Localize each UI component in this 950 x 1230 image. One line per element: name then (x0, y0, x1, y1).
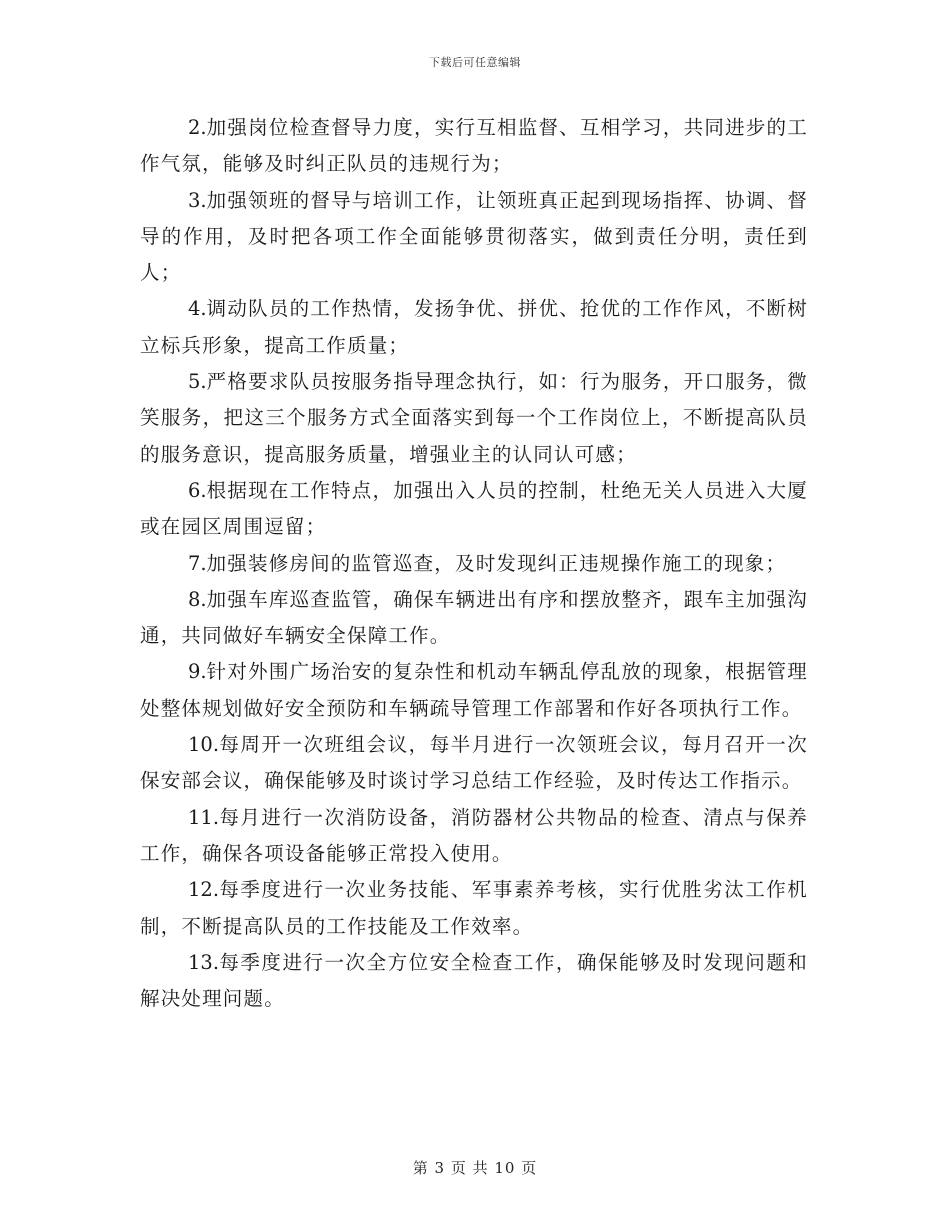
item-number: 6. (188, 478, 207, 502)
item-number: 2. (188, 116, 207, 139)
paragraph-item-2 (140, 110, 808, 183)
item-text: 加强装修房间的监管巡查，及时发现纠正违规操作施工的现象； (206, 551, 787, 575)
paragraph-item-8 (140, 582, 808, 655)
total-pages-number: 10 (494, 1159, 516, 1177)
item-text: 针对外围广场治安的复杂性和机动车辆乱停乱放的现象，根据管理处整体规划做好安全预防和车辆疏导管理工作部署和作好各项执行工作。 (140, 660, 808, 720)
item-number: 5. (188, 370, 207, 394)
paragraph-item-13 (140, 945, 808, 1018)
item-number: 4. (188, 297, 207, 321)
item-number: 7. (188, 551, 207, 575)
item-text: 根据现在工作特点，加强出入人员的控制，杜绝无关人员进入大厦或在园区周围逗留； (140, 478, 808, 539)
item-text: 调动队员的工作热情，发扬争优、拼优、抢优的工作作风，不断树立标兵形象，提高工作质量； (140, 297, 808, 357)
paragraph-item-6 (140, 473, 808, 546)
document-body (140, 110, 808, 1017)
item-number: 12. (188, 878, 220, 902)
item-number: 9. (188, 660, 207, 684)
current-page-number: 3 (434, 1159, 446, 1177)
item-text: 每周开一次班组会议，每半月进行一次领班会议，每月召开一次保安部会议，确保能够及时谈讨学习总结工作经验，及时传达工作指示。 (140, 733, 808, 793)
paragraph-item-7 (140, 546, 808, 582)
paragraph-item-11 (140, 800, 808, 873)
item-number: 3. (188, 188, 207, 212)
item-text: 加强车库巡查监管，确保车辆进出有序和摆放整齐，跟车主加强沟通，共同做好车辆安全保障工作。 (140, 587, 808, 648)
footer-suffix: 页 (521, 1159, 538, 1177)
page-header-note: 下载后可任意编辑 (429, 56, 521, 69)
page-footer (0, 1157, 950, 1178)
paragraph-item-4 (140, 291, 808, 364)
item-text: 加强岗位检查督导力度，实行互相监督、互相学习，共同进步的工作气氛，能够及时纠正队员的违规行为； (140, 116, 808, 176)
item-number: 11. (188, 805, 220, 829)
footer-middle: 页 共 (450, 1159, 489, 1177)
item-text: 加强领班的督导与培训工作，让领班真正起到现场指挥、协调、督导的作用，及时把各项工作全面能够贯彻落实，做到责任分明，责任到人； (140, 188, 808, 285)
paragraph-item-9 (140, 654, 808, 727)
paragraph-item-12 (140, 872, 808, 945)
item-text: 严格要求队员按服务指导理念执行，如：行为服务，开口服务，微笑服务，把这三个服务方式全面落实到每一个工作岗位上，不断提高队员的服务意识，提高服务质量，增强业主的认同认可感； (140, 370, 808, 466)
footer-prefix: 第 (412, 1159, 429, 1177)
item-number: 10. (188, 733, 220, 757)
item-number: 8. (188, 587, 207, 611)
item-text: 每月进行一次消防设备，消防器材公共物品的检查、清点与保养工作，确保各项设备能够正常投入使用。 (140, 805, 808, 865)
paragraph-item-5 (140, 364, 808, 473)
paragraph-item-10 (140, 727, 808, 800)
item-text: 每季度进行一次业务技能、军事素养考核，实行优胜劣汰工作机制，不断提高队员的工作技能及工作效率。 (140, 878, 808, 938)
item-text: 每季度进行一次全方位安全检查工作，确保能够及时发现问题和解决处理问题。 (140, 950, 808, 1011)
item-number: 13. (188, 950, 220, 974)
paragraph-item-3 (140, 183, 808, 292)
